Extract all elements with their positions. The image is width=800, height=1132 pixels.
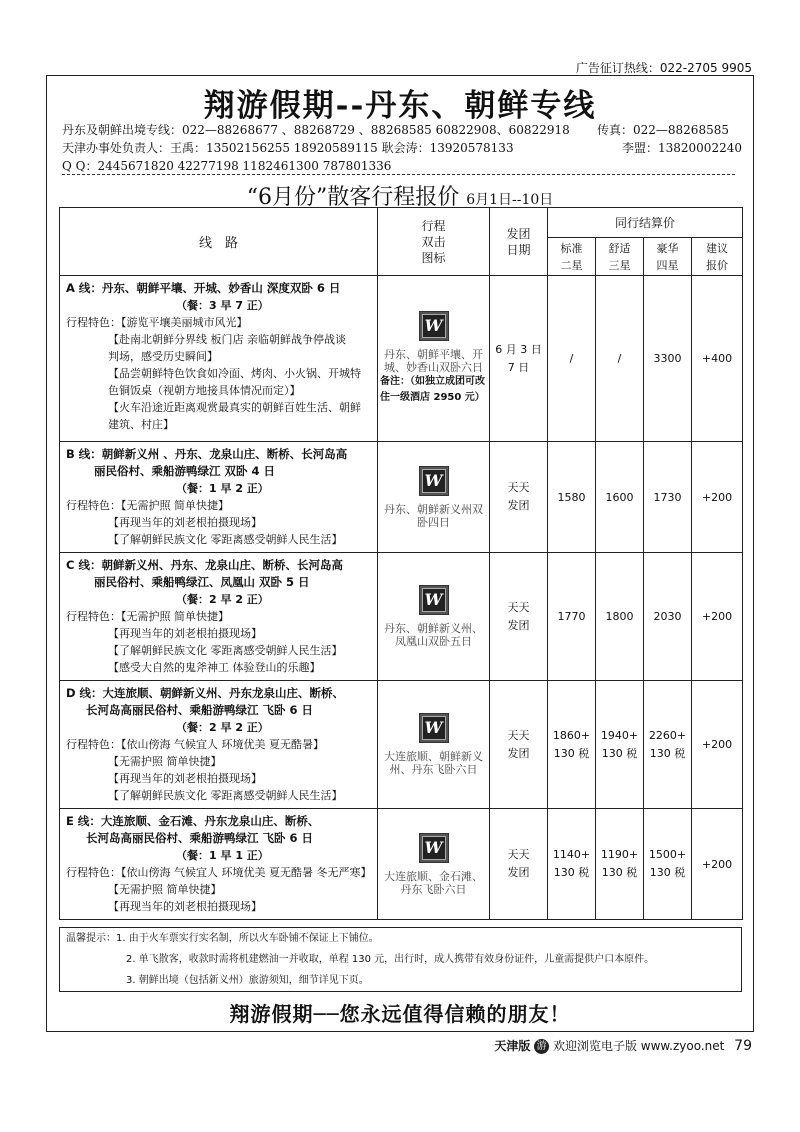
page-number: 79 bbox=[734, 1038, 752, 1054]
page-title: 翔游假期--丹东、朝鲜专线 bbox=[203, 88, 597, 124]
route-b-title: B 线：朝鲜新义州 、丹东、龙泉山庄、断桥、长河岛高 bbox=[66, 447, 348, 461]
word-document-icon[interactable]: W bbox=[419, 833, 449, 863]
website-link[interactable]: 欢迎浏览电子版 www.zyoo.net bbox=[552, 1039, 725, 1053]
route-c-icon-caption: 丹东、朝鲜新义州、凤凰山双卧五日 bbox=[384, 622, 483, 648]
contact-line-1 bbox=[62, 121, 729, 138]
route-d-feature: 【了解朝鲜民族文化 零距离感受朝鲜人民生活】 bbox=[108, 789, 343, 802]
route-b-feature: 【再现当年的刘老根拍摄现场】 bbox=[108, 516, 262, 529]
route-d-comfort-price: 1940+ 130 税 bbox=[596, 681, 644, 809]
table-row bbox=[60, 276, 743, 442]
route-a-suggest-price: +400 bbox=[692, 276, 743, 442]
route-b-feature: 行程特色：【无需护照 简单快捷】 bbox=[66, 499, 229, 512]
route-b-icon-caption: 丹东、朝鲜新义州双卧四日 bbox=[384, 502, 483, 529]
route-c-feature: 【再现当年的刘老根拍摄现场】 bbox=[108, 627, 262, 640]
route-b-date: 天天 发团 bbox=[490, 442, 548, 553]
subtitle-text: “6月份”散客行程报价 bbox=[246, 185, 460, 210]
table-row bbox=[60, 442, 743, 553]
route-e-feature: 【再现当年的刘老根拍摄现场】 bbox=[108, 900, 262, 913]
route-e-standard-price: 1140+ 130 税 bbox=[548, 809, 596, 920]
route-a-standard-price: / bbox=[548, 276, 596, 442]
zyoo-logo-icon: 游 bbox=[534, 1039, 549, 1054]
route-c-feature: 行程特色：【无需护照 简单快捷】 bbox=[66, 610, 229, 623]
route-d-standard-price: 1860+ 130 税 bbox=[548, 681, 596, 809]
header-suggest: 建议 报价 bbox=[692, 238, 743, 276]
route-d-feature: 【再现当年的刘老根拍摄现场】 bbox=[108, 772, 262, 785]
page-footer bbox=[494, 1037, 752, 1054]
route-d-meals: （餐：2 早 2 正） bbox=[176, 721, 269, 734]
tip-item: 1. 由于火车票实行实名制，所以火车卧铺不保证上下铺位。 bbox=[116, 933, 379, 944]
route-b-suggest-price: +200 bbox=[692, 442, 743, 553]
route-a-comfort-price: / bbox=[596, 276, 644, 442]
route-b-description bbox=[60, 442, 378, 553]
price-table bbox=[59, 207, 743, 920]
route-b-comfort-price: 1600 bbox=[596, 442, 644, 553]
header-standard: 标准 二星 bbox=[548, 238, 596, 276]
route-a-description bbox=[60, 276, 378, 442]
route-b-luxury-price: 1730 bbox=[644, 442, 692, 553]
dandong-hotline: 丹东及朝鲜出境专线：022—88268677 、88268729 、88268585 60822908、60822918 bbox=[62, 123, 570, 137]
slogan: 翔游假期──您永远值得信赖的朋友！ bbox=[229, 1002, 571, 1026]
table-row bbox=[60, 553, 743, 681]
route-d-date: 天天 发团 bbox=[490, 681, 548, 809]
route-a-note: 备注：（如独立成团可改住一级酒店 2950 元） bbox=[380, 376, 485, 403]
route-d-title-cont: 长河岛高丽民俗村、乘船游鸭绿江 飞卧 6 日 bbox=[86, 703, 314, 717]
edition-label: 天津版 bbox=[494, 1039, 531, 1053]
route-a-itinerary-icon[interactable] bbox=[378, 276, 490, 442]
route-b-feature: 【了解朝鲜民族文化 零距离感受朝鲜人民生活】 bbox=[108, 533, 343, 546]
header-icon: 行程 双击 图标 bbox=[378, 208, 490, 276]
table-row bbox=[60, 809, 743, 920]
route-e-description bbox=[60, 809, 378, 920]
header-date: 发团 日期 bbox=[490, 208, 548, 276]
route-c-date: 天天 发团 bbox=[490, 553, 548, 681]
route-b-title-cont: 丽民俗村、乘船游鸭绿江 双卧 4 日 bbox=[94, 464, 276, 478]
word-document-icon[interactable]: W bbox=[419, 585, 449, 615]
route-c-comfort-price: 1800 bbox=[596, 553, 644, 681]
route-a-feature: 色铜饭桌（视朝方地接具体情况而定）】 bbox=[108, 384, 301, 397]
fax-number: 传真：022—88268585 bbox=[597, 123, 729, 137]
header-luxury: 豪华 四星 bbox=[644, 238, 692, 276]
route-c-standard-price: 1770 bbox=[548, 553, 596, 681]
route-a-title: A 线：丹东、朝鲜平壤、开城、妙香山 深度双卧 6 日 bbox=[66, 281, 341, 295]
route-c-feature: 【了解朝鲜民族文化 零距离感受朝鲜人民生活】 bbox=[108, 644, 343, 657]
route-b-meals: （餐：1 早 2 正） bbox=[176, 482, 269, 495]
route-a-icon-caption: 丹东、朝鲜平壤、开城、妙香山双卧六日 bbox=[384, 348, 483, 374]
route-c-itinerary-icon[interactable] bbox=[378, 553, 490, 681]
route-d-itinerary-icon[interactable] bbox=[378, 681, 490, 809]
route-a-feature: 【火车沿途近距离观赏最真实的朝鲜百姓生活、朝鲜 bbox=[108, 401, 361, 414]
route-d-feature: 【无需护照 简单快捷】 bbox=[108, 755, 222, 768]
contact-line-2 bbox=[62, 139, 742, 156]
dashed-divider bbox=[62, 174, 735, 175]
route-d-description bbox=[60, 681, 378, 809]
qq-numbers: Q Q：2445671820 42277198 1182461300 787801336 bbox=[62, 159, 392, 173]
route-a-feature: 判场，感受历史瞬间】 bbox=[108, 350, 218, 363]
word-document-icon[interactable]: W bbox=[419, 713, 449, 743]
route-c-description bbox=[60, 553, 378, 681]
route-c-meals: （餐：2 早 2 正） bbox=[176, 593, 269, 606]
route-e-comfort-price: 1190+ 130 税 bbox=[596, 809, 644, 920]
route-e-feature: 行程特色：【依山傍海 气候宜人 环境优美 夏无酷暑 冬无严寒】 bbox=[66, 866, 372, 879]
route-e-luxury-price: 1500+ 130 税 bbox=[644, 809, 692, 920]
route-d-suggest-price: +200 bbox=[692, 681, 743, 809]
route-b-standard-price: 1580 bbox=[548, 442, 596, 553]
contact-li-meng: 李盟：13820002240 bbox=[622, 141, 742, 155]
route-a-date: 6 月 3 日 7 日 bbox=[490, 276, 548, 442]
route-d-feature: 行程特色：【依山傍海 气候宜人 环境优美 夏无酷暑】 bbox=[66, 738, 324, 751]
route-b-itinerary-icon[interactable] bbox=[378, 442, 490, 553]
office-manager: 天津办事处负责人：王禹：13502156255 18920589115 耿会涛：13920578133 bbox=[62, 141, 514, 155]
route-e-icon-caption: 大连旅顺、金石滩、丹东飞卧六日 bbox=[384, 869, 483, 896]
route-c-title-cont: 丽民俗村、乘船鸭绿江、凤凰山 双卧 5 日 bbox=[94, 575, 310, 589]
tips-label: 温馨提示： bbox=[66, 933, 116, 944]
warm-tips bbox=[59, 927, 742, 992]
route-e-suggest-price: +200 bbox=[692, 809, 743, 920]
route-c-suggest-price: +200 bbox=[692, 553, 743, 681]
word-document-icon[interactable]: W bbox=[419, 311, 449, 341]
route-e-title: E 线：大连旅顺、金石滩、丹东龙泉山庄、断桥、 bbox=[66, 814, 320, 828]
word-document-icon[interactable]: W bbox=[419, 466, 449, 496]
route-e-itinerary-icon[interactable] bbox=[378, 809, 490, 920]
tips-line-1 bbox=[66, 928, 735, 949]
route-a-feature: 【赴南北朝鲜分界线 板门店 亲临朝鲜战争停战谈 bbox=[108, 333, 346, 346]
header-comfort: 舒适 三星 bbox=[596, 238, 644, 276]
route-a-feature: 建筑、村庄】 bbox=[108, 418, 174, 431]
tip-item: 3. 朝鲜出境（包括新义州）旅游须知，细节详见下页。 bbox=[126, 975, 369, 986]
header-price-group: 同行结算价 bbox=[548, 208, 743, 238]
ad-hotline: 广告征订热线：022-2705 9905 bbox=[575, 61, 752, 75]
route-d-icon-caption: 大连旅顺、朝鲜新义州、丹东飞卧六日 bbox=[384, 750, 483, 776]
route-a-feature: 【品尝朝鲜特色饮食如冷面、烤肉、小火锅、开城特 bbox=[108, 367, 361, 380]
route-e-date: 天天 发团 bbox=[490, 809, 548, 920]
route-a-feature: 行程特色：【游览平壤美丽城市风光】 bbox=[66, 316, 248, 329]
route-c-feature: 【感受大自然的鬼斧神工 体验登山的乐趣】 bbox=[108, 661, 321, 674]
route-d-title: D 线：大连旅顺、朝鲜新义州、丹东龙泉山庄、断桥、 bbox=[66, 686, 345, 700]
route-c-luxury-price: 2030 bbox=[644, 553, 692, 681]
route-e-meals: （餐：1 早 1 正） bbox=[176, 849, 269, 862]
route-a-meals: （餐：3 早 7 正） bbox=[176, 299, 269, 312]
route-e-title-cont: 长河岛高丽民俗村、乘船游鸭绿江 飞卧 6 日 bbox=[86, 831, 314, 845]
header-route: 线 路 bbox=[60, 208, 378, 276]
table-row bbox=[60, 681, 743, 809]
route-e-feature: 【无需护照 简单快捷】 bbox=[108, 883, 222, 896]
route-c-title: C 线：朝鲜新义州、丹东、龙泉山庄、断桥、长河岛高 bbox=[66, 558, 343, 572]
content-frame bbox=[46, 75, 754, 1032]
tip-item: 2. 单飞散客，收款时需将机建燃油一并收取，单程 130 元，出行时，成人携带有效身份证件，儿童需提供户口本原件。 bbox=[126, 954, 655, 965]
route-a-luxury-price: 3300 bbox=[644, 276, 692, 442]
route-d-luxury-price: 2260+ 130 税 bbox=[644, 681, 692, 809]
subtitle-dates: 6月1日--10日 bbox=[466, 192, 554, 208]
